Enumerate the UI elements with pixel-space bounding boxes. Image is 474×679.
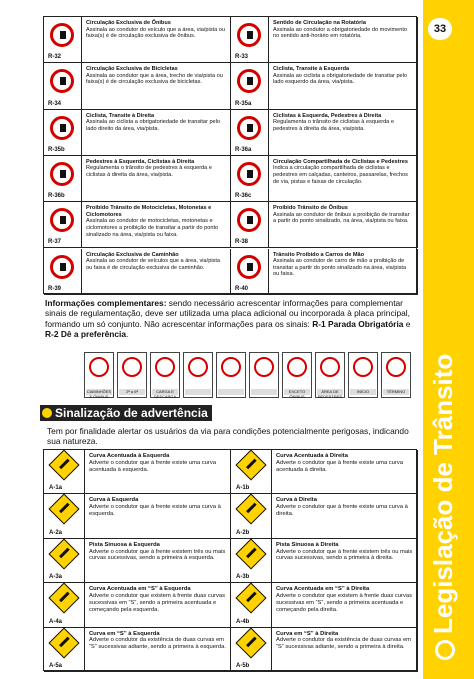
cell-divider xyxy=(271,628,272,671)
sign-code: R-32 xyxy=(48,54,62,61)
sign-description xyxy=(89,586,227,613)
sign-description xyxy=(86,113,226,133)
sign-code: A-1b xyxy=(236,485,250,492)
sign-title: Circulação Exclusiva de Bicicletas xyxy=(86,66,178,73)
bullet-icon xyxy=(435,640,455,660)
plate-label: EXCETO ÔNIBUS xyxy=(284,389,310,395)
plate-label: ÁREA DE PEDESTRES xyxy=(317,389,343,399)
sign-title: Curva em “S” à Esquerda xyxy=(89,630,160,637)
warning-sign-cell xyxy=(44,628,231,672)
sign-text: Assinala ao condutor de carro de mão a proibição de transitar a partir do ponto sinalizado na área, via/pista ou faixa. xyxy=(273,258,407,278)
sign-code: R-39 xyxy=(48,285,62,292)
regulation-sign-cell xyxy=(231,249,418,295)
sign-description xyxy=(276,586,414,613)
sign-text: Adverte o condutor que à frente existe uma curva à direita. xyxy=(276,504,408,517)
regulation-sign-cell xyxy=(44,156,231,202)
sign-text: Assinala ao condutor do veículo que a área, via/pista ou faixa(s) é de circulação exclusiva de ônibus. xyxy=(86,26,226,40)
regulation-sign-cell xyxy=(231,110,418,156)
warning-sign-cell xyxy=(44,450,231,494)
cell-divider xyxy=(84,583,85,626)
sign-title: Ciclista, Transite à Esquerda xyxy=(273,66,350,73)
cell-divider xyxy=(271,450,272,493)
regulation-sign-icon xyxy=(254,357,274,377)
additional-plate xyxy=(249,352,279,398)
cell-divider xyxy=(84,628,85,671)
sign-text: Assinala ao ciclista a obrigatoriedade de transitar pelo lado direito da área, via/pista. xyxy=(86,119,221,132)
regulation-sign-cell xyxy=(44,17,231,63)
warning-sign-icon xyxy=(235,494,266,525)
cell-divider xyxy=(81,63,82,108)
sign-description xyxy=(276,497,414,517)
additional-plate xyxy=(348,352,378,398)
plate-label: INÍCIO xyxy=(350,389,376,395)
sign-text: Adverte o condutor que existem à frente duas curvas sucessivas em “S”, sendo a primeira acentuada e começando pela direita. xyxy=(276,592,412,613)
section-title-text: Sinalização de advertência xyxy=(55,406,208,420)
sign-description xyxy=(89,453,227,473)
page-number: 33 xyxy=(428,18,452,40)
plate-label: CARGA E DESCARGA xyxy=(153,389,177,399)
regulation-sign-icon xyxy=(50,23,74,47)
sign-description xyxy=(273,159,413,185)
warning-sign-icon xyxy=(235,450,266,481)
additional-plates-row xyxy=(84,350,410,402)
sign-code: A-5b xyxy=(236,662,250,669)
regulation-sign-icon xyxy=(237,23,261,47)
cell-divider xyxy=(81,249,82,294)
additional-plate xyxy=(315,352,345,398)
plate-label: CAMINHÕES E ÔNIBUS xyxy=(86,389,112,399)
sign-title: Pista Sinuosa à Esquerda xyxy=(89,541,160,548)
sign-code: R-36c xyxy=(235,193,252,200)
sign-title: Curva Acentuada à Direita xyxy=(276,453,348,459)
sign-code: R-36a xyxy=(235,146,252,153)
warning-sign-icon xyxy=(235,583,266,614)
warning-sign-icon xyxy=(48,494,79,525)
regulation-sign-icon xyxy=(386,357,406,377)
sign-code: R-38 xyxy=(235,239,249,246)
sign-description xyxy=(276,453,414,473)
warning-sign-icon xyxy=(235,539,266,570)
regulation-sign-cell xyxy=(231,202,418,248)
side-title xyxy=(428,260,459,660)
sign-code: A-3a xyxy=(49,574,63,581)
sign-description xyxy=(273,66,413,86)
additional-plate xyxy=(216,352,246,398)
regulation-sign-icon xyxy=(237,69,261,93)
warning-sign-cell xyxy=(44,494,231,538)
cell-divider xyxy=(268,249,269,294)
sign-title: Curva à Esquerda xyxy=(89,497,139,504)
sign-code: A-2a xyxy=(49,529,63,536)
additional-plate xyxy=(282,352,312,398)
sign-code: R-33 xyxy=(235,54,249,61)
sign-title: Curva Acentuada à Esquerda xyxy=(89,453,170,459)
regulation-sign-icon xyxy=(237,162,261,186)
sign-text: Regulamenta o trânsito de ciclistas à esquerda e pedestres à direita da área, via/pista. xyxy=(273,119,394,132)
regulation-sign-icon xyxy=(50,208,74,232)
sign-text: Assinala ao condutor de veículos que a área, via/pista ou faixa é de circulação exclusiva de caminhão. xyxy=(86,258,221,271)
sign-code: R-37 xyxy=(48,239,62,246)
sign-code: A-3b xyxy=(236,574,250,581)
regulation-sign-icon xyxy=(122,357,142,377)
warning-sign-icon xyxy=(48,628,79,659)
sign-description xyxy=(86,20,226,40)
regulation-sign-icon xyxy=(188,357,208,377)
cell-divider xyxy=(81,202,82,247)
warning-sign-cell xyxy=(231,450,418,494)
sign-description xyxy=(89,631,227,651)
cell-divider xyxy=(81,17,82,62)
info-highlight: R-1 Parada Obrigatória xyxy=(312,318,404,329)
cell-divider xyxy=(271,583,272,626)
sign-code: R-35a xyxy=(235,100,252,107)
cell-divider xyxy=(81,156,82,201)
sign-title: Curva Acentuada em “S” à Esquerda xyxy=(89,586,191,593)
sign-description xyxy=(273,20,413,40)
section-intro: Tem por finalidade alertar os usuários da via para condições potencialmente perigosas, indicando sua natureza. xyxy=(47,426,409,447)
sign-description xyxy=(89,542,227,562)
cell-divider xyxy=(268,110,269,155)
info-highlight-2: R-2 Dê a preferência xyxy=(45,329,126,340)
additional-plate xyxy=(84,352,114,398)
regulation-sign-icon xyxy=(237,208,261,232)
sign-code: A-1a xyxy=(49,485,63,492)
cell-divider xyxy=(84,539,85,582)
regulation-sign-cell xyxy=(44,202,231,248)
sign-text: Regulamenta o trânsito de pedestres à esquerda e ciclistas à direita da área, via/pista. xyxy=(86,165,212,179)
additional-plate xyxy=(183,352,213,398)
sign-text: Assinala ao condutor que a área, trecho de via/pista ou faixa(s) é de circulação exclusiva de bicicletas. xyxy=(86,72,223,86)
sign-description xyxy=(86,66,226,86)
sign-text: Indica a circulação compartilhada de ciclistas e pedestres em calçadas, canteiros, passarelas, frechos de via, pistas e faixas de circulação. xyxy=(273,165,408,185)
sign-text: Adverte o condutor que à frente existe uma curva acentuada à esquerda. xyxy=(89,459,216,473)
sign-text: Adverte o condutor que à frente existem três ou mais curvas sucessivas, sendo a primeira à direita. xyxy=(276,548,413,562)
regulation-sign-cell xyxy=(231,63,418,109)
sign-code: A-2b xyxy=(236,529,250,536)
sign-text: Assinala ao condutor de ônibus a proibição de transitar a partir do ponto sinalizado, na área, via/pista ou faixa. xyxy=(273,211,410,225)
sign-description xyxy=(276,542,414,562)
plate-label: TÉRMINO xyxy=(383,389,409,395)
additional-plate xyxy=(150,352,180,398)
regulation-sign-icon xyxy=(50,255,74,279)
regulation-sign-cell xyxy=(44,63,231,109)
cell-divider xyxy=(271,539,272,582)
sign-text: Adverte o condutor que à frente existe uma curva à esquerda. xyxy=(89,504,221,517)
warning-sign-icon xyxy=(48,539,79,570)
sign-description xyxy=(273,113,413,133)
sign-description xyxy=(86,205,226,238)
warning-sign-cell xyxy=(231,583,418,627)
sign-title: Circulação Compartilhada de Ciclistas e Pedestres xyxy=(273,158,408,165)
side-title-text: Legislação de Trânsito xyxy=(428,353,458,634)
complementary-info xyxy=(45,298,417,340)
sign-code: A-4b xyxy=(236,618,250,625)
regulation-sign-icon xyxy=(155,357,175,377)
sign-text: Adverte o condutor da existência de duas curvas em “S” sucessivas adiante, sendo a primeira à direita. xyxy=(276,637,412,651)
cell-divider xyxy=(84,450,85,493)
sign-title: Pista Sinuosa à Direita xyxy=(276,541,339,548)
sign-code: A-5a xyxy=(49,662,63,669)
sign-code: R-40 xyxy=(235,285,249,292)
warning-sign-cell xyxy=(231,494,418,538)
warning-sign-cell xyxy=(44,583,231,627)
regulation-sign-icon xyxy=(237,255,261,279)
regulation-sign-icon xyxy=(353,357,373,377)
sign-description xyxy=(276,631,414,651)
sign-code: R-35b xyxy=(48,146,65,153)
sign-title: Proibido Trânsito de Motocicletas, Motonetas e Ciclomotores xyxy=(86,205,212,218)
sign-title: Sentido de Circulação na Rotatória xyxy=(273,20,366,26)
warning-sign-table xyxy=(43,449,417,671)
regulation-sign-cell xyxy=(231,156,418,202)
regulation-sign-cell xyxy=(231,17,418,63)
sign-text: Adverte o condutor que existem à frente duas curvas sucessivas em “S”, sendo a primeira acentuada e começando pela esquerda. xyxy=(89,592,225,613)
warning-sign-icon xyxy=(235,628,266,659)
cell-divider xyxy=(268,156,269,201)
regulation-sign-icon xyxy=(320,357,340,377)
plate-label: 2ª a 6ª xyxy=(119,389,145,395)
warning-sign-cell xyxy=(231,539,418,583)
sign-code: R-34 xyxy=(48,100,62,107)
regulation-sign-cell xyxy=(44,249,231,295)
plate-label xyxy=(185,389,211,395)
plate-label xyxy=(251,389,277,395)
sign-text: Assinala ao ciclista a obrigatoriedade de transitar pelo lado esquerdo da área, via/pista. xyxy=(273,72,408,86)
cell-divider xyxy=(268,202,269,247)
sign-title: Ciclistas à Esquerda, Pedestres à Direita xyxy=(273,112,382,119)
sign-description xyxy=(86,159,226,179)
warning-sign-icon xyxy=(48,450,79,481)
regulation-sign-icon xyxy=(89,357,109,377)
regulation-sign-table xyxy=(43,16,417,294)
cell-divider xyxy=(84,494,85,537)
regulation-sign-icon xyxy=(237,116,261,140)
additional-plate xyxy=(381,352,411,398)
info-text: sendo necessário acrescentar informações para complementar sinais de regulamentação, deve ser utilizada uma placa adicional ou incorporada à placa principal, formando um só conjunto. Não acrescentar informações para os sinais: xyxy=(45,298,410,329)
sign-title: Curva à Direita xyxy=(276,497,317,504)
sign-text: Adverte o condutor da existência de duas curvas em “S” sucessivas adiante, sendo a primeira à esquerda. xyxy=(89,637,226,651)
section-title xyxy=(40,406,420,420)
info-end: . xyxy=(126,329,129,340)
cell-divider xyxy=(271,494,272,537)
regulation-sign-icon xyxy=(50,162,74,186)
sign-title: Trânsito Proibido a Carros de Mão xyxy=(273,251,365,258)
bullet-icon xyxy=(42,408,52,418)
sign-description xyxy=(273,205,413,225)
sign-title: Circulação Exclusiva de Ônibus xyxy=(86,20,171,26)
regulation-sign-icon xyxy=(50,116,74,140)
regulation-sign-cell xyxy=(44,110,231,156)
cell-divider xyxy=(268,63,269,108)
sign-text: Assinala ao condutor a obrigatoriedade do movimento no sentido anti-horário em rotatória. xyxy=(273,26,408,40)
info-label: Informações complementares: xyxy=(45,298,167,308)
additional-plate xyxy=(117,352,147,398)
sign-description xyxy=(273,252,413,278)
sign-description xyxy=(89,497,227,517)
warning-sign-cell xyxy=(44,539,231,583)
sign-title: Proibido Trânsito de Ônibus xyxy=(273,205,348,212)
sign-code: R-36b xyxy=(48,193,65,200)
sign-title: Circulação Exclusiva de Caminhão xyxy=(86,251,179,258)
info-connector: e xyxy=(403,318,411,329)
regulation-sign-icon xyxy=(50,69,74,93)
sign-text: Adverte o condutor que à frente existe uma curva acentuada à direita. xyxy=(276,459,403,473)
sign-text: Adverte o condutor que à frente existem três ou mais curvas sucessivas, sendo a primeira à esquerda. xyxy=(89,548,226,562)
sign-title: Pedestres à Esquerda, Ciclistas à Direita xyxy=(86,158,195,165)
sign-title: Ciclista, Transite à Direita xyxy=(86,112,155,119)
warning-sign-cell xyxy=(231,628,418,672)
sign-code: A-4a xyxy=(49,618,63,625)
regulation-sign-icon xyxy=(287,357,307,377)
regulation-sign-icon xyxy=(221,357,241,377)
sign-text: Assinala ao condutor de motocicletas, motonetas e ciclomotores a proibição de transitar a partir do ponto sinalizado na área, via/pista ou faixa. xyxy=(86,218,219,238)
warning-sign-icon xyxy=(48,583,79,614)
sign-title: Curva em “S” à Direita xyxy=(276,630,339,637)
cell-divider xyxy=(81,110,82,155)
sign-title: Curva Acentuada em “S” à Direita xyxy=(276,586,370,593)
cell-divider xyxy=(268,17,269,62)
plate-label xyxy=(218,389,244,395)
sign-description xyxy=(86,252,226,272)
